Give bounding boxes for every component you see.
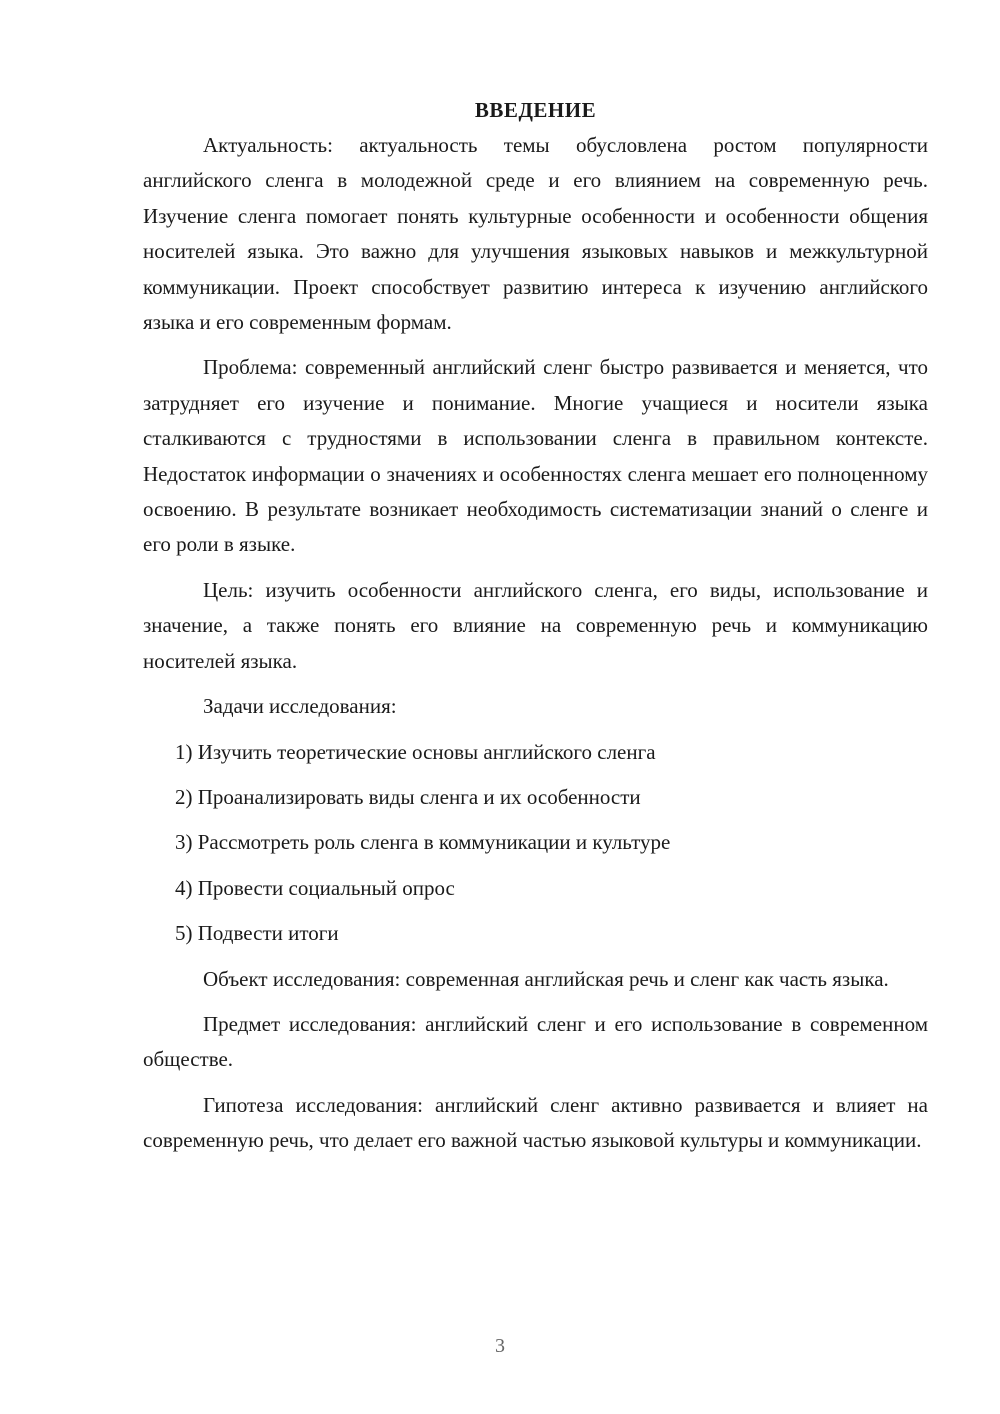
document-page — [143, 92, 928, 1159]
paragraph-object: Объект исследования: современная английская речь и сленг как часть языка. — [203, 966, 889, 991]
list-item: 2) Проанализировать виды сленга и их особенности — [175, 784, 641, 809]
list-item: 5) Подвести итоги — [175, 921, 339, 946]
paragraph-hypothesis: Гипотеза исследования: английский сленг активно развивается и влияет на современную речь, что делает его важной частью языковой культуры и коммуникации. — [143, 1092, 928, 1153]
page-title: ВВЕДЕНИЕ — [474, 98, 597, 122]
paragraph-subject: Предмет исследования: английский сленг и его использование в современном обществе. — [143, 1011, 928, 1072]
paragraph-tasks-intro: Задачи исследования: — [203, 694, 397, 719]
page-number: 3 — [495, 1335, 505, 1357]
task-list — [143, 735, 928, 952]
paragraph-goal: Цель: изучить особенности английского сленга, его виды, использование и значение, а также понять его влияние на современную речь и коммуникацию носителей языка. — [143, 577, 928, 673]
list-item: 3) Рассмотреть роль сленга в коммуникации и культуре — [175, 830, 671, 855]
list-item: 1) Изучить теоретические основы английского сленга — [175, 739, 656, 764]
paragraph-problem: Проблема: современный английский сленг быстро развивается и меняется, что затрудняет его изучение и понимание. Многие учащиеся и носители языка сталкиваются с трудностями в использовании сленга в правильном контексте. Недостаток информации о значениях и особенностях сленга мешает его полноценному освоению. В результате возникает необходимость систематизации знаний о сленге и его роли в языке. — [143, 355, 928, 557]
list-item: 4) Провести социальный опрос — [175, 875, 455, 900]
paragraph-relevance: Актуальность: актуальность темы обусловлена ростом популярности английского сленга в молодежной среде и его влиянием на современную речь. Изучение сленга помогает понять культурные особенности и особенности общения носителей языка. Это важно для улучшения языковых навыков и межкультурной коммуникации. Проект способствует развитию интереса к изучению английского языка и его современным формам. — [143, 133, 928, 335]
